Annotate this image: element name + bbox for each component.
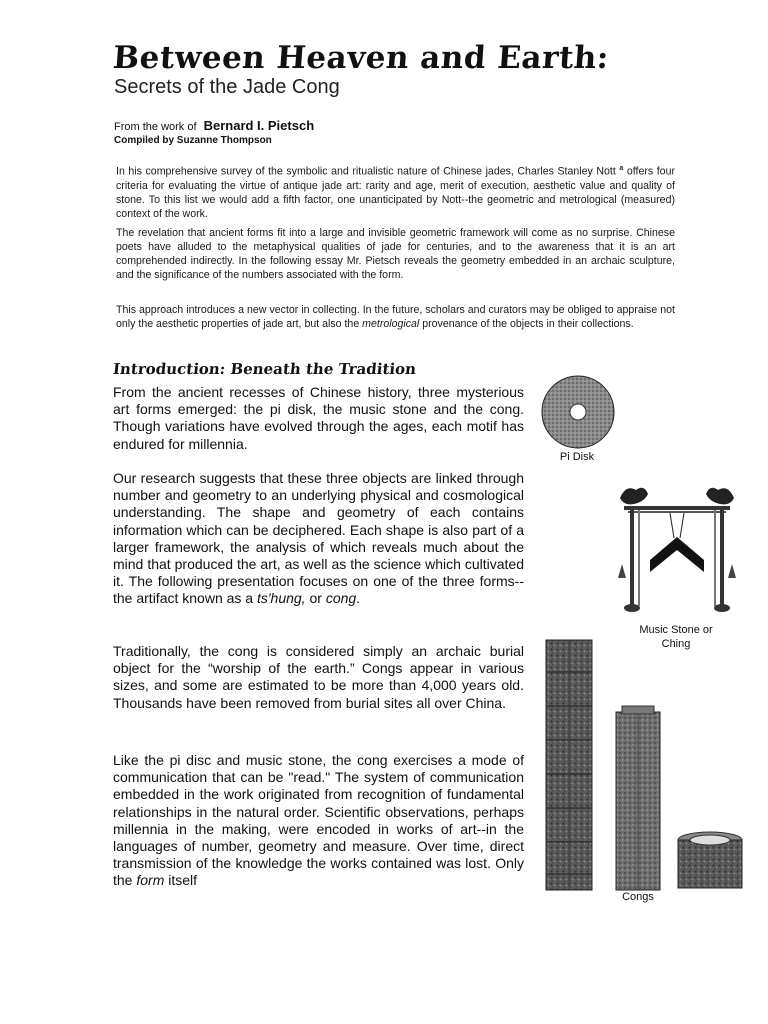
body-paragraph-4 bbox=[113, 752, 524, 890]
page-subtitle: Secrets of the Jade Cong bbox=[114, 76, 340, 98]
abstract-p3-emphasis: metrological bbox=[362, 318, 420, 330]
body-paragraph-3: Traditionally, the cong is considered simply an archaic burial object for the “worship of the earth.” Congs appear in various sizes, and some are estimated to be more than 4,000 years old. Thousands have been removed from burial sites all over China. bbox=[113, 643, 524, 711]
abstract-p1-text-cont: offers four criteria for evaluating the virtue of antique jade art: rarity and age, merit of execution, aesthetic value and quality of stone. To this list we would add a fifth factor, one unanticipated by Nott--the geometric and metrological (measured) context of the work. bbox=[116, 165, 675, 220]
congs-image bbox=[544, 636, 744, 892]
abstract-p3-text-cont: provenance of the objects in their collections. bbox=[422, 318, 634, 330]
abstract-p3-text: This approach introduces a new vector in collecting. In the future, scholars and curators may be obliged to appraise not only the aesthetic properties of jade art, but also the bbox=[116, 304, 675, 330]
congs-caption: Congs bbox=[622, 891, 654, 903]
page-title: Between Heaven and Earth: bbox=[111, 40, 611, 76]
byline-prefix: From the work of bbox=[114, 121, 197, 133]
music-stone-image bbox=[612, 480, 742, 620]
body-p2-or: or bbox=[309, 590, 322, 607]
byline bbox=[114, 118, 314, 133]
music-stone-caption-line2: Ching bbox=[661, 638, 691, 650]
abstract-paragraph-1 bbox=[116, 162, 675, 221]
body-paragraph-2 bbox=[113, 470, 524, 608]
author-name: Bernard I. Pietsch bbox=[203, 118, 315, 133]
abstract-p1-text: In his comprehensive survey of the symbolic and ritualistic nature of Chinese jades, Charles Stanley Nott bbox=[116, 165, 616, 178]
compiled-by: Compiled by Suzanne Thompson bbox=[114, 135, 272, 146]
pi-disk-image bbox=[540, 374, 616, 450]
abstract-paragraph-2: The revelation that ancient forms fit into a large and invisible geometric framework will come as no surprise. Chinese poets have alluded to the metaphysical qualities of jade for centuries, and to the awareness that it is an art comprehended indirectly. In the following essay Mr. Pietsch reveals the geometry embedded in an archaic sculpture, and the significance of the numbers associated with the form. bbox=[116, 227, 675, 281]
body-paragraph-1: From the ancient recesses of Chinese history, three mysterious art forms emerged: the pi disk, the music stone and the cong. Though variations have evolved through the ages, each motif has endured for millennia. bbox=[113, 384, 524, 452]
body-p4-text-cont: itself bbox=[168, 872, 198, 889]
abstract-paragraph-3 bbox=[116, 303, 675, 331]
body-p2-term-cong: cong bbox=[325, 590, 357, 607]
footnote-marker: a bbox=[619, 165, 624, 172]
pi-disk-caption: Pi Disk bbox=[559, 451, 595, 463]
body-p4-text: Like the pi disc and music stone, the cong exercises a mode of communication that can be "read." The system of communication embedded in the work originated from recognition of fundamental relationships in the natural order. Scientific observations, perhaps millennia in the making, were encoded in works of art--in the languages of number, geometry and measure. Over time, direct transmission of the knowledge the works contained was lost. Only the bbox=[113, 752, 524, 889]
music-stone-caption-line1: Music Stone or bbox=[639, 624, 713, 636]
section-heading: Introduction: Beneath the Tradition bbox=[112, 360, 417, 378]
body-p2-term-tshung: ts'hung, bbox=[256, 590, 306, 607]
body-p2-text: Our research suggests that these three objects are linked through number and geometry to an underlying physical and cosmological understanding. The shape and geometry of each contains information which can be deciphered. Each shape is also part of a larger framework, the analysis of which reveals much about the mind that produced the art, as well as the science which cultivated it. The following presentation focuses on one of the three forms--the artifact known as a bbox=[113, 470, 524, 607]
body-p4-emphasis: form bbox=[136, 872, 165, 889]
body-p2-end: . bbox=[356, 590, 361, 607]
